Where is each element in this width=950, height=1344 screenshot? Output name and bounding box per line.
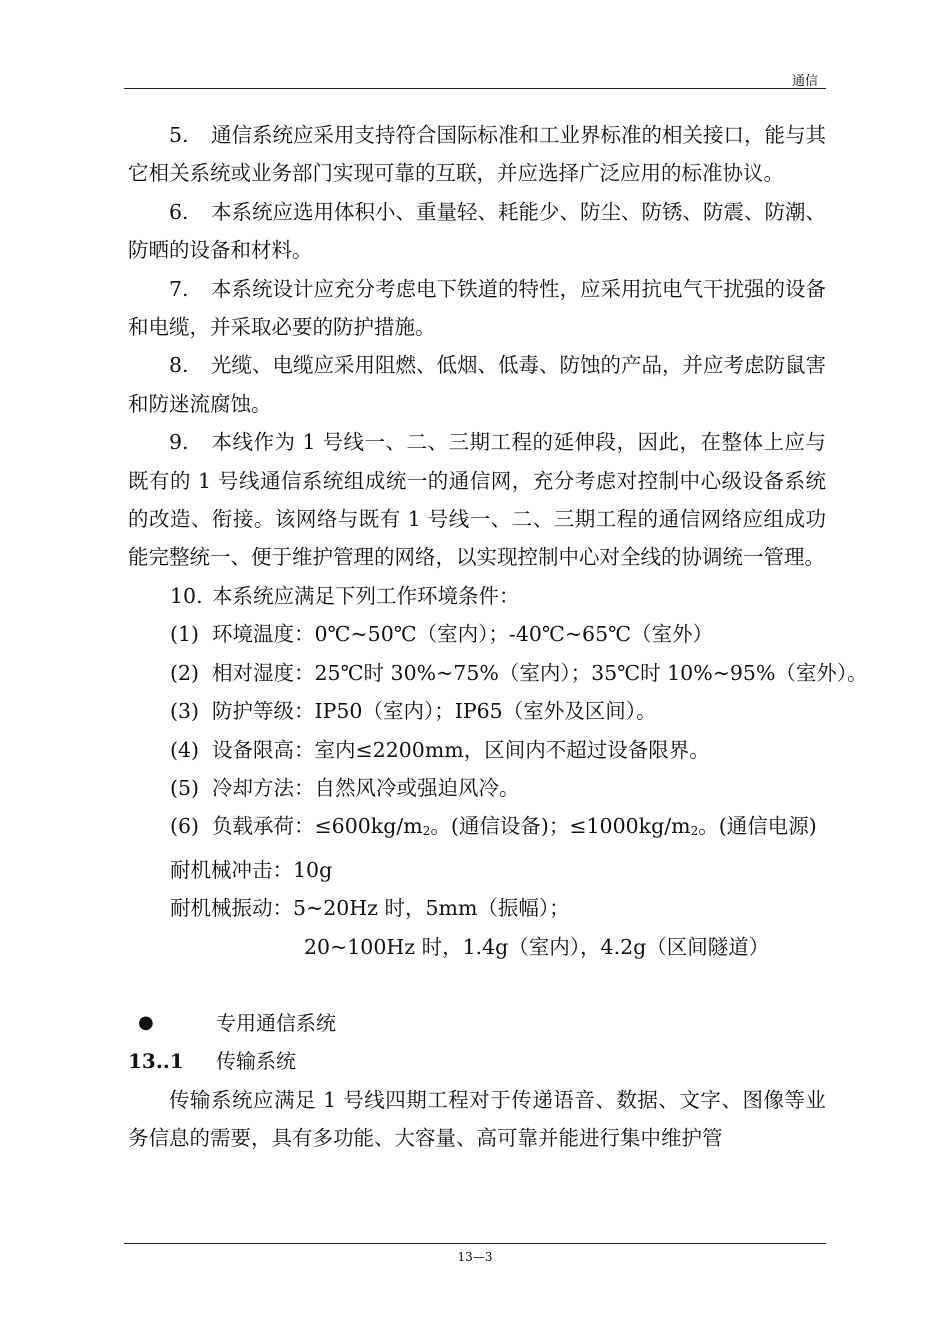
- mechanical-vibration-1: 耐机械振动：5~20Hz 时，5mm（振幅）；: [170, 896, 570, 921]
- paragraph-6: [128, 193, 826, 270]
- bullet-icon: ●: [138, 1011, 154, 1033]
- condition-text: 环境温度：0℃~50℃（室内）；-40℃~65℃（室外）: [212, 622, 714, 647]
- section-heading: [128, 1004, 826, 1042]
- paragraph-number: 9.: [169, 430, 189, 455]
- paragraph-9: [128, 423, 826, 577]
- footer-rule: [124, 1243, 826, 1244]
- page-number: 13—3: [457, 1250, 493, 1264]
- page-header-text: 通信: [791, 74, 818, 89]
- condition-item-3: [128, 692, 826, 730]
- paragraph-8: [128, 346, 826, 423]
- paragraph-5: [128, 116, 826, 193]
- condition-item-1: [128, 615, 826, 653]
- paragraph-text: 本系统应满足下列工作环境条件：: [212, 583, 520, 608]
- condition-number: (1): [170, 622, 200, 647]
- paragraph-text: 本系统应选用体积小、重量轻、耗能少、防尘、防锈、防震、防潮、防晒的设备和材料。: [128, 199, 826, 263]
- condition-number: (2): [170, 660, 200, 685]
- paragraph-text: 光缆、电缆应采用阻燃、低烟、低毒、防蚀的产品，并应考虑防鼠害和防迷流腐蚀。: [128, 353, 826, 416]
- mechanical-vibration-2: 20~100Hz 时，1.4g（室内），4.2g（区间隧道）: [304, 934, 770, 959]
- condition-text-c: 。(通信电源): [698, 814, 817, 839]
- condition-text-a: 负载承荷：≤600kg/m: [212, 814, 423, 839]
- condition-number: (6): [170, 814, 200, 839]
- paragraph-number: 10.: [170, 583, 203, 608]
- paragraph-7: [128, 270, 826, 347]
- paragraph-10: [128, 577, 826, 615]
- paragraph-number: 7.: [169, 276, 189, 301]
- mechanical-shock: 耐机械冲击：10g: [170, 857, 333, 882]
- header-rule: [124, 88, 826, 89]
- condition-item-4: [128, 731, 826, 769]
- paragraph-text: 通信系统应采用支持符合国际标准和工业界标准的相关接口，能与其它相关系统或业务部门实现可靠的互联，并应选择广泛应用的标准协议。: [128, 123, 826, 186]
- paragraph-text: 本线作为 1 号线一、二、三期工程的延伸段，因此，在整体上应与既有的 1 号线通信系统组成统一的通信网，充分考虑对控制中心级设备系统的改造、衔接。该网络与既有 1 号线一、二、三期工程的通信网络应组成功能完整统一、便于维护管理的网络，以实现控制中心对全线的协调统一管理。: [128, 430, 826, 570]
- condition-item-6: [128, 807, 826, 850]
- paragraph-number: 5.: [169, 123, 189, 147]
- condition-text: 设备限高：室内≤2200mm，区间内不超过设备限界。: [212, 737, 710, 762]
- section-title: 专用通信系统: [216, 1010, 336, 1035]
- condition-text: 冷却方法：自然风冷或强迫风冷。: [212, 775, 520, 800]
- document-body: [128, 116, 868, 1158]
- condition-number: (5): [170, 775, 200, 800]
- condition-item-5: [128, 769, 826, 807]
- superscript: 2: [422, 824, 431, 839]
- superscript: 2: [690, 824, 699, 839]
- paragraph-number: 6.: [169, 199, 189, 224]
- subsection-heading: [128, 1042, 826, 1080]
- paragraph-number: 8.: [169, 353, 189, 378]
- condition-item-2: [128, 654, 868, 692]
- condition-number: (4): [170, 737, 200, 762]
- spacer: [128, 966, 826, 1004]
- condition-number: (3): [170, 699, 200, 724]
- transmission-paragraph: 传输系统应满足 1 号线四期工程对于传递语音、数据、文字、图像等业务信息的需要，具有多功能、大容量、高可靠并能进行集中维护管: [128, 1087, 826, 1151]
- condition-text: 相对湿度：25℃时 30%~75%（室内）；35℃时 10%~95%（室外）。: [212, 660, 868, 685]
- paragraph-text: 本系统设计应充分考虑电下铁道的特性，应采用抗电气干扰强的设备和电缆，并采取必要的防护措施。: [128, 276, 826, 340]
- condition-text: 防护等级：IP50（室内）；IP65（室外及区间）。: [212, 699, 657, 724]
- subsection-title: 传输系统: [216, 1049, 296, 1074]
- condition-text-b: 。(通信设备)；≤1000kg/m: [430, 814, 691, 839]
- subsection-number: 13..1: [128, 1049, 184, 1074]
